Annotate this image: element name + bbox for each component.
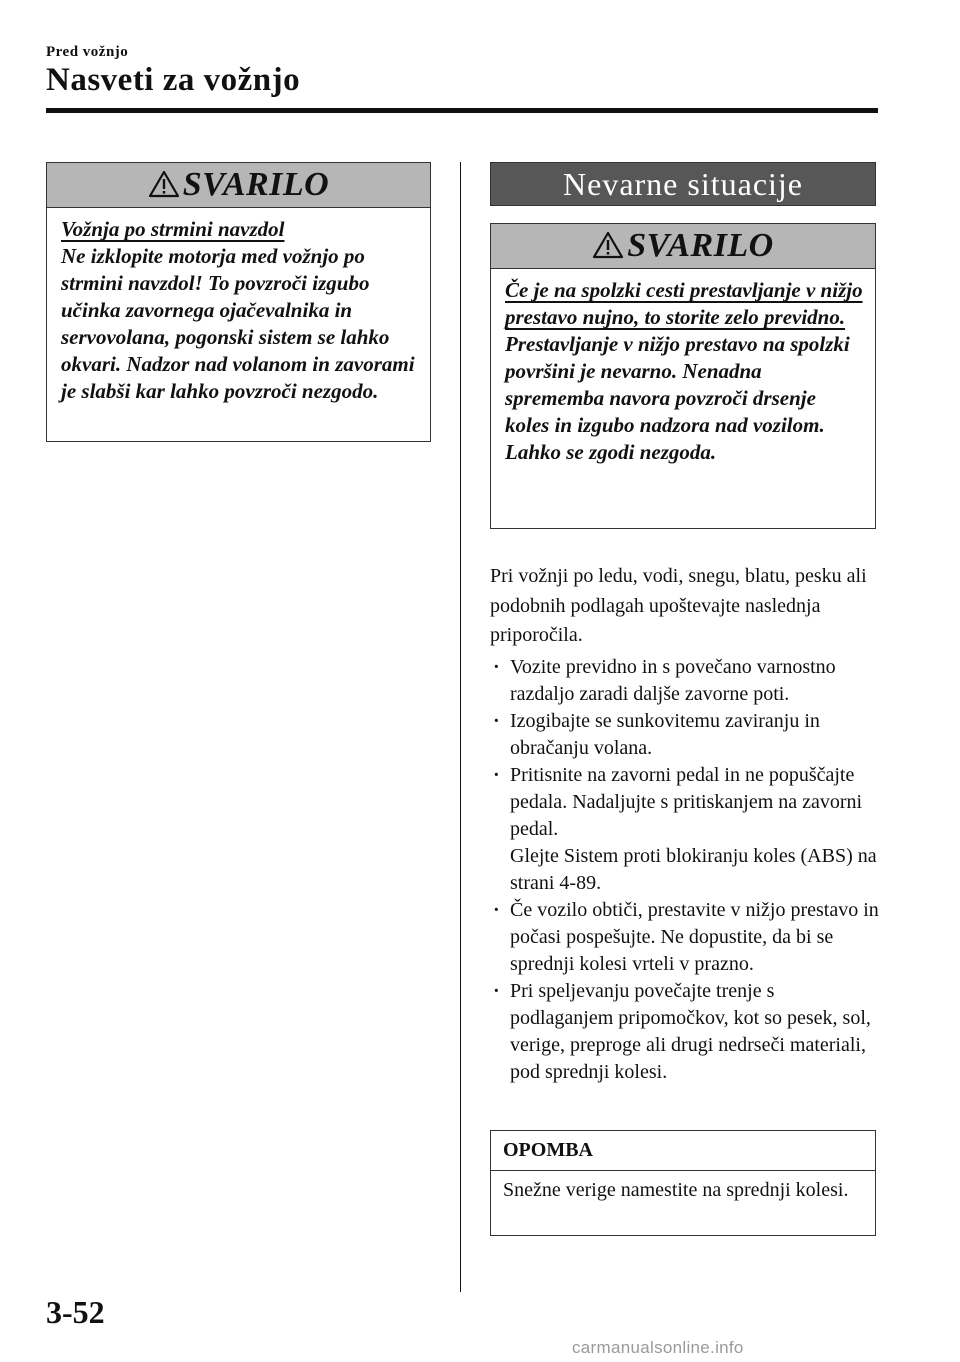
- warning-triangle-icon: [148, 169, 180, 199]
- left-warning-text: Ne izklopite motorja med vožnjo po strmini navzdol! To povzroči izgubo učinka zavornega ojačevalnika in servovolana, pogonski sistem se lahko okvari. Nadzor nad volanom in zavorami je slabši kar lahko povzroči nezgodo.: [61, 244, 415, 403]
- note-box: [490, 1130, 876, 1236]
- right-warning-header: [491, 224, 875, 269]
- list-item: · Če vozilo obtiči, prestavite v nižjo prestavo in počasi pospešujte. Ne dopustite, da bi se sprednji kolesi vrteli v prazno.: [490, 897, 880, 978]
- watermark: carmanualsonline.info: [572, 1338, 744, 1357]
- page-number: 3-52: [46, 1294, 105, 1330]
- note-label: OPOMBA: [491, 1131, 875, 1171]
- left-warning-label: SVARILO: [182, 166, 330, 203]
- list-item: · Pritisnite na zavorni pedal in ne popuščajte pedala. Nadaljujte s pritiskanjem na zavorni pedal. Glejte Sistem proti blokiranju koles (ABS) na strani 4-89.: [490, 762, 880, 897]
- abs-reference: Glejte Sistem proti blokiranju koles (ABS) na strani 4-89.: [510, 845, 877, 894]
- header-rule: [46, 108, 878, 113]
- right-warning-label: SVARILO: [627, 227, 774, 264]
- section-banner: Nevarne situacije: [490, 162, 876, 206]
- intro-paragraph: Pri vožnji po ledu, vodi, snegu, blatu, pesku ali podobnih podlagah upoštevajte naslednja priporočila.: [490, 565, 867, 646]
- right-warning-text: Prestavljanje v nižjo prestavo na spolzki površini je nevarno. Nenadna sprememba navora povzroči drsenje koles in izgubo nadzora nad vozilom. Lahko se zgodi nezgoda.: [505, 332, 850, 464]
- list-item: · Vozite previdno in s povečano varnostno razdaljo zaradi daljše zavorne poti.: [490, 654, 880, 708]
- list-item: · Pri speljevanju povečajte trenje s podlaganjem pripomočkov, kot so pesek, sol, verige, preproge ali drugi nedrseči materiali, pod sprednji kolesi.: [490, 978, 880, 1086]
- note-text: Snežne verige namestite na sprednji kolesi.: [503, 1179, 849, 1201]
- right-warning-heading: Če je na spolzki cesti prestavljanje v nižjo prestavo nujno, to storite zelo previdno.: [505, 278, 863, 329]
- left-warning-header: [47, 163, 430, 208]
- left-warning-box: [46, 162, 431, 442]
- warning-triangle-icon: [592, 230, 624, 260]
- column-divider: [460, 162, 461, 1292]
- right-warning-body: [491, 269, 875, 466]
- left-warning-body: [47, 208, 430, 405]
- right-warning-box: [490, 223, 876, 529]
- page-title: Nasveti za vožnjo: [46, 62, 301, 98]
- left-warning-heading: Vožnja po strmini navzdol: [61, 217, 285, 241]
- breadcrumb: Pred vožnjo: [46, 44, 129, 60]
- tips-list: [490, 654, 880, 1086]
- list-item: · Izogibajte se sunkovitemu zaviranju in obračanju volana.: [490, 708, 880, 762]
